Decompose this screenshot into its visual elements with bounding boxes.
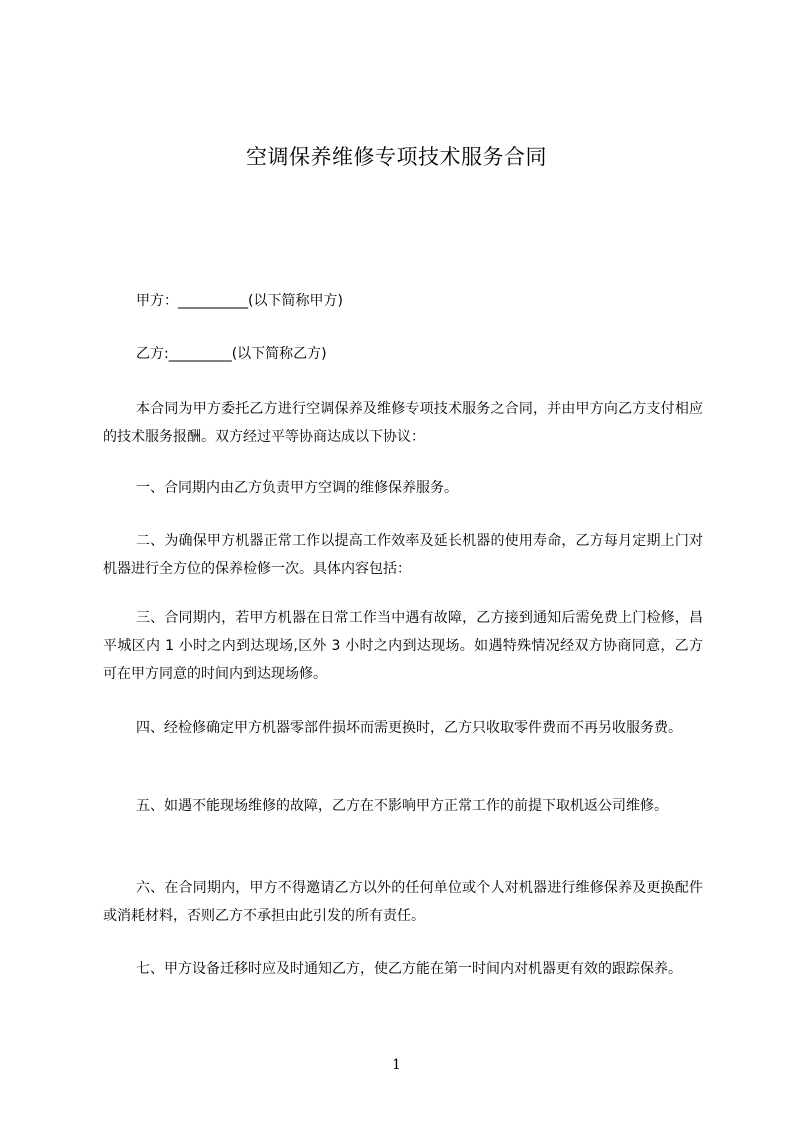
page-number: 1 bbox=[392, 1057, 401, 1073]
clause-2: 二、为确保甲方机器正常工作以提高工作效率及延长机器的使用寿命，乙方每月定期上门对机器进行全方位的保养检修一次。具体内容包括： bbox=[103, 533, 703, 577]
clause-5: 五、如遇不能现场维修的故障，乙方在不影响甲方正常工作的前提下取机返公司维修。 bbox=[136, 798, 668, 814]
contract-title: 空调保养维修专项技术服务合同 bbox=[246, 145, 547, 169]
clause-7: 七、甲方设备迁移时应及时通知乙方，使乙方能在第一时间内对机器更有效的跟踪保养。 bbox=[136, 961, 682, 977]
clause-3: 三、合同期内，若甲方机器在日常工作当中遇有故障，乙方接到通知后需免费上门检修，昌平城区内 1 小时之内到达现场,区外 3 小时之内到达现场。如遇特殊情况经双方协商同意，乙方可在甲方同意的时间内到达现场修。 bbox=[103, 610, 703, 682]
clause-1: 一、合同期内由乙方负责甲方空调的维修保养服务。 bbox=[136, 480, 458, 496]
intro-paragraph: 本合同为甲方委托乙方进行空调保养及维修专项技术服务之合同，并由甲方向乙方支付相应的技术服务报酬。双方经过平等协商达成以下协议： bbox=[103, 401, 703, 445]
clause-4: 四、经检修确定甲方机器零部件损坏而需更换时，乙方只收取零件费而不再另收服务费。 bbox=[136, 720, 682, 736]
party-a-line: 甲方：__________(以下简称甲方) bbox=[136, 293, 343, 309]
party-b-line: 乙方:_________(以下简称乙方) bbox=[136, 346, 327, 362]
clause-6: 六、在合同期内，甲方不得邀请乙方以外的任何单位或个人对机器进行维修保养及更换配件或消耗材料，否则乙方不承担由此引发的所有责任。 bbox=[103, 880, 703, 924]
